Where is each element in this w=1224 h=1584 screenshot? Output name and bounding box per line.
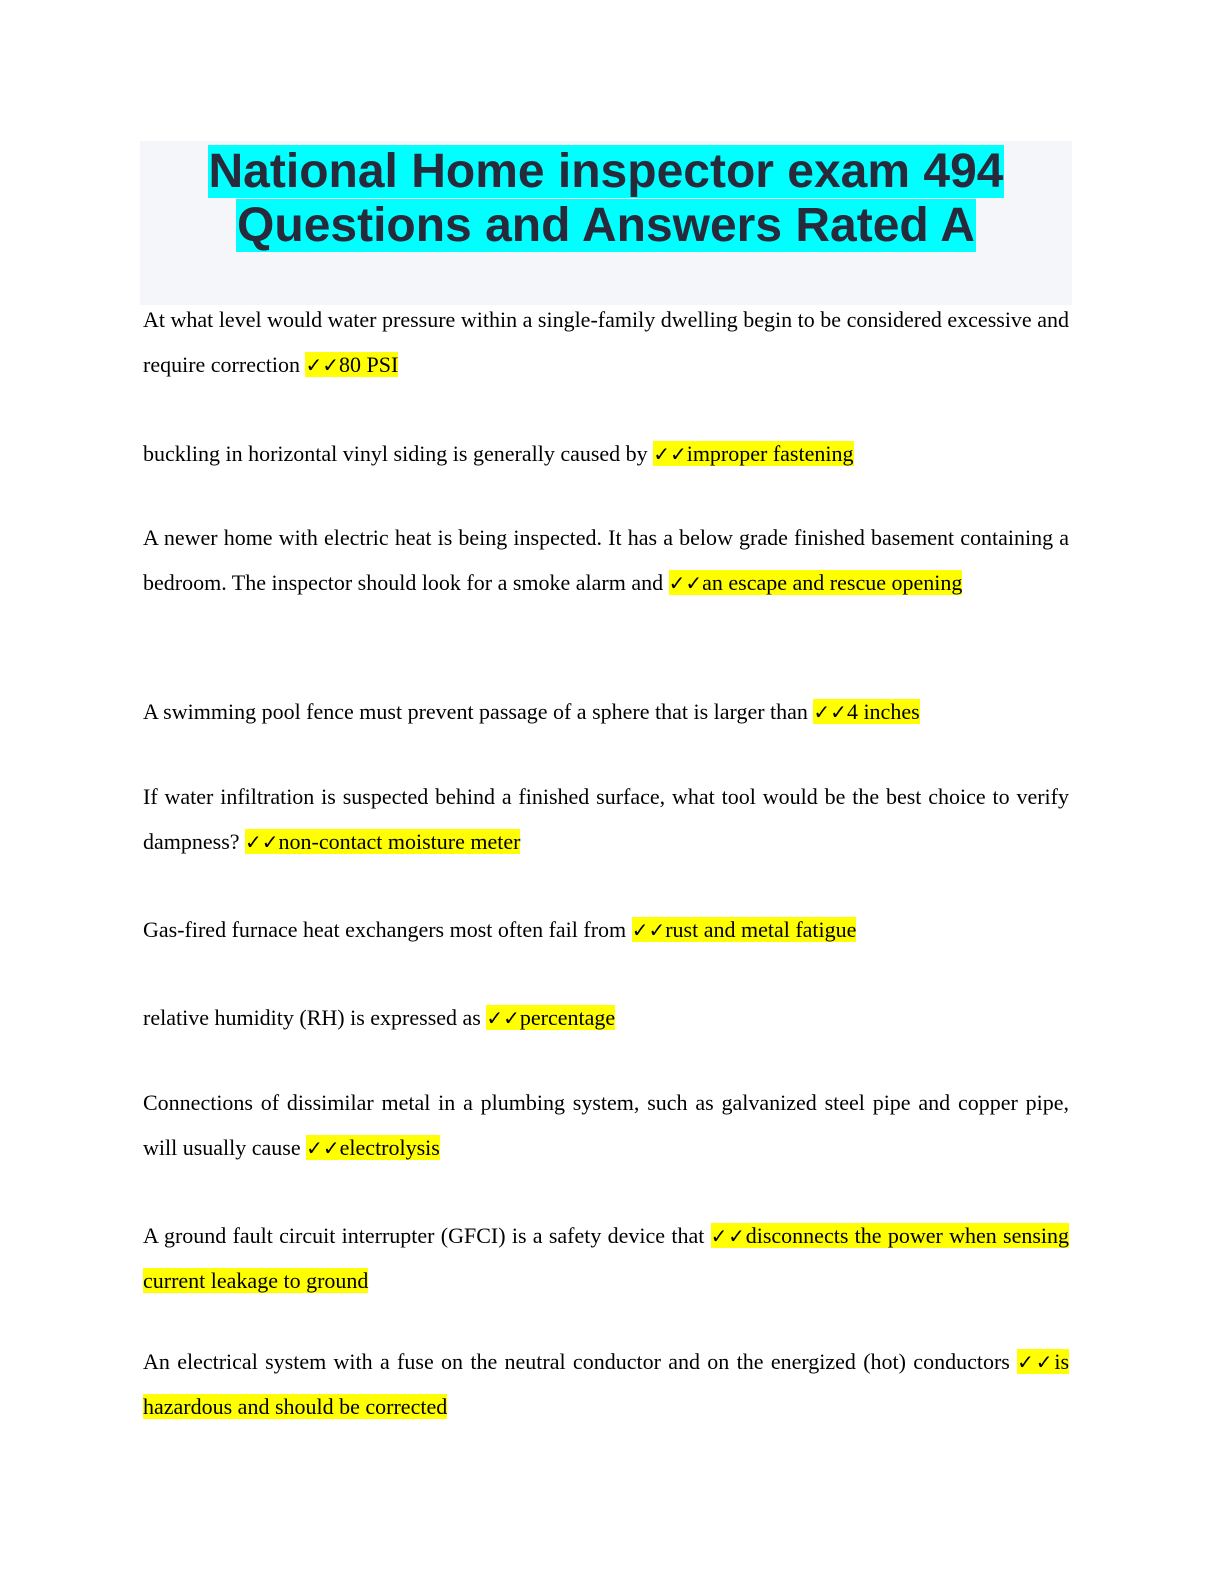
check-icon: ✓✓ bbox=[631, 918, 666, 942]
answer-text: 80 PSI bbox=[338, 351, 399, 377]
check-icon: ✓✓ bbox=[306, 1135, 340, 1160]
question-text: Connections of dissimilar metal in a plumbing system, such as galvanized steel pipe and copper pipe, will usually cause bbox=[143, 1090, 1069, 1160]
answer-highlight bbox=[653, 441, 853, 466]
answer-highlight bbox=[306, 1135, 440, 1160]
answer-highlight bbox=[305, 352, 398, 377]
question-text: relative humidity (RH) is expressed as bbox=[143, 1005, 481, 1030]
document-title bbox=[140, 141, 1072, 253]
qa-item-2 bbox=[143, 432, 1069, 477]
question-text: If water infiltration is suspected behind a finished surface, what tool would be the best choice to verify dampness? bbox=[143, 784, 1069, 854]
answer-text: is hazardous and should be corrected bbox=[143, 1349, 1070, 1419]
qa-item-10 bbox=[143, 1340, 1069, 1429]
qa-item-5 bbox=[143, 775, 1069, 864]
qa-item-1 bbox=[143, 298, 1069, 387]
check-icon: ✓✓ bbox=[486, 1006, 520, 1030]
answer-text: 4 inches bbox=[846, 699, 920, 724]
answer-text: percentage bbox=[519, 1005, 616, 1030]
qa-item-7 bbox=[143, 996, 1069, 1041]
answer-highlight bbox=[669, 570, 963, 595]
answer-highlight bbox=[813, 699, 919, 724]
qa-item-3 bbox=[143, 516, 1069, 605]
question-text: A newer home with electric heat is being inspected. It has a below grade finished basement containing a bedroom. The inspector should look for a smoke alarm and bbox=[143, 525, 1069, 595]
check-icon: ✓✓ bbox=[245, 829, 279, 854]
question-text: A ground fault circuit interrupter (GFCI) is a safety device that bbox=[143, 1223, 705, 1248]
answer-text: non-contact moisture meter bbox=[278, 828, 521, 854]
qa-item-8 bbox=[143, 1081, 1069, 1170]
qa-item-6 bbox=[143, 908, 1069, 953]
check-icon: ✓✓ bbox=[710, 1224, 746, 1248]
answer-highlight bbox=[245, 829, 520, 854]
question-text: buckling in horizontal vinyl siding is generally caused by bbox=[143, 441, 648, 466]
question-text: Gas-fired furnace heat exchangers most often fail from bbox=[143, 917, 627, 942]
check-icon: ✓✓ bbox=[305, 352, 339, 377]
answer-text: an escape and rescue opening bbox=[702, 569, 963, 595]
answer-text: improper fastening bbox=[686, 441, 854, 466]
check-icon: ✓✓ bbox=[653, 442, 687, 466]
answer-highlight bbox=[632, 917, 857, 942]
title-line-2: Questions and Answers Rated A bbox=[237, 199, 975, 252]
qa-item-4 bbox=[143, 690, 1069, 735]
answer-text: electrolysis bbox=[339, 1134, 440, 1160]
title-line-1: National Home inspector exam 494 bbox=[208, 145, 1004, 198]
qa-item-9 bbox=[143, 1214, 1069, 1303]
question-text: An electrical system with a fuse on the neutral conductor and on the energized (hot) conductors bbox=[143, 1349, 1010, 1374]
answer-text: disconnects the power when sensing current leakage to ground bbox=[143, 1223, 1070, 1293]
check-icon: ✓✓ bbox=[668, 570, 703, 595]
question-text: At what level would water pressure within a single-family dwelling begin to be considered excessive and require correction bbox=[143, 307, 1069, 377]
question-text: A swimming pool fence must prevent passage of a sphere that is larger than bbox=[143, 699, 808, 724]
answer-highlight bbox=[486, 1005, 615, 1030]
check-icon: ✓✓ bbox=[813, 700, 847, 724]
answer-text: rust and metal fatigue bbox=[665, 917, 857, 942]
check-icon: ✓✓ bbox=[1017, 1350, 1055, 1374]
title-banner bbox=[140, 141, 1072, 305]
